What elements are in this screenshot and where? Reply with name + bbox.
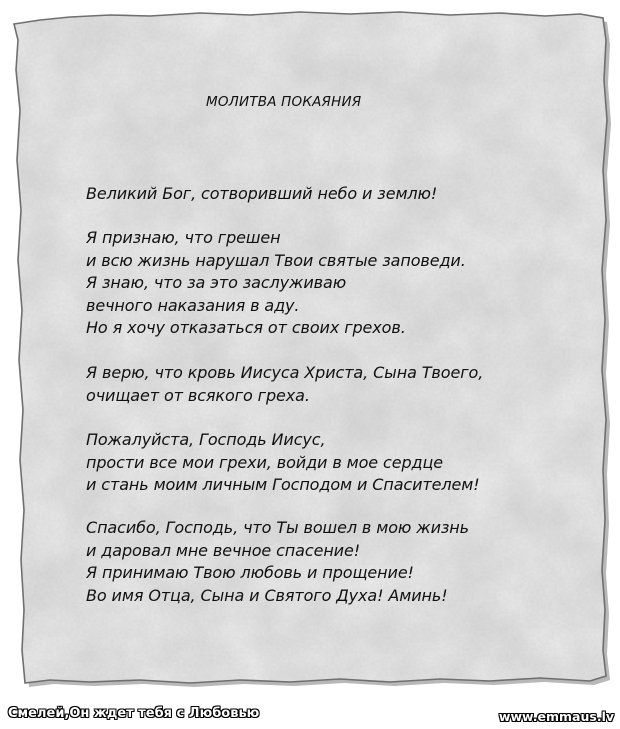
stanza-confession [86, 227, 466, 340]
prayer-line: Я верю, что кровь Иисуса Христа, Сына Твоего, [86, 363, 484, 382]
prayer-line: и стань моим личным Господом и Спасителем! [86, 475, 480, 495]
stanza-invocation [86, 183, 437, 206]
stanza-faith [86, 362, 483, 407]
prayer-line: Во имя Отца, Сына и Святого Духа! Аминь! [86, 585, 448, 605]
prayer-title: МОЛИТВА ПОКАЯНИЯ [206, 94, 362, 110]
prayer-line: и всю жизнь нарушал Твои святые заповеди. [86, 250, 466, 270]
prayer-line: и даровал мне вечное спасение! [86, 540, 361, 560]
prayer-line: вечного наказания в аду. [86, 295, 300, 315]
footer-website-url: www.emmaus.lv [498, 709, 614, 724]
prayer-line: Я принимаю Твою любовь и прощение! [86, 563, 414, 583]
prayer-line: Великий Бог, сотворивший небо и землю! [86, 184, 438, 203]
prayer-line: Пожалуйста, Господь Иисус, [86, 430, 326, 449]
prayer-line: прости все мои грехи, войди в мое сердце [86, 452, 444, 472]
prayer-line: Я признаю, что грешен [86, 228, 281, 247]
stanza-request [86, 429, 480, 497]
footer-caption-left: Смелей,Он ждет тебя с Любовью [8, 706, 260, 721]
prayer-line: Я знаю, что за это заслуживаю [86, 273, 347, 293]
prayer-line: Но я хочу отказаться от своих грехов. [86, 318, 406, 338]
prayer-line: очищает от всякого греха. [86, 385, 310, 405]
stanza-thanks [86, 517, 469, 607]
prayer-line: Спасибо, Господь, что Ты вошел в мою жизнь [86, 518, 469, 537]
